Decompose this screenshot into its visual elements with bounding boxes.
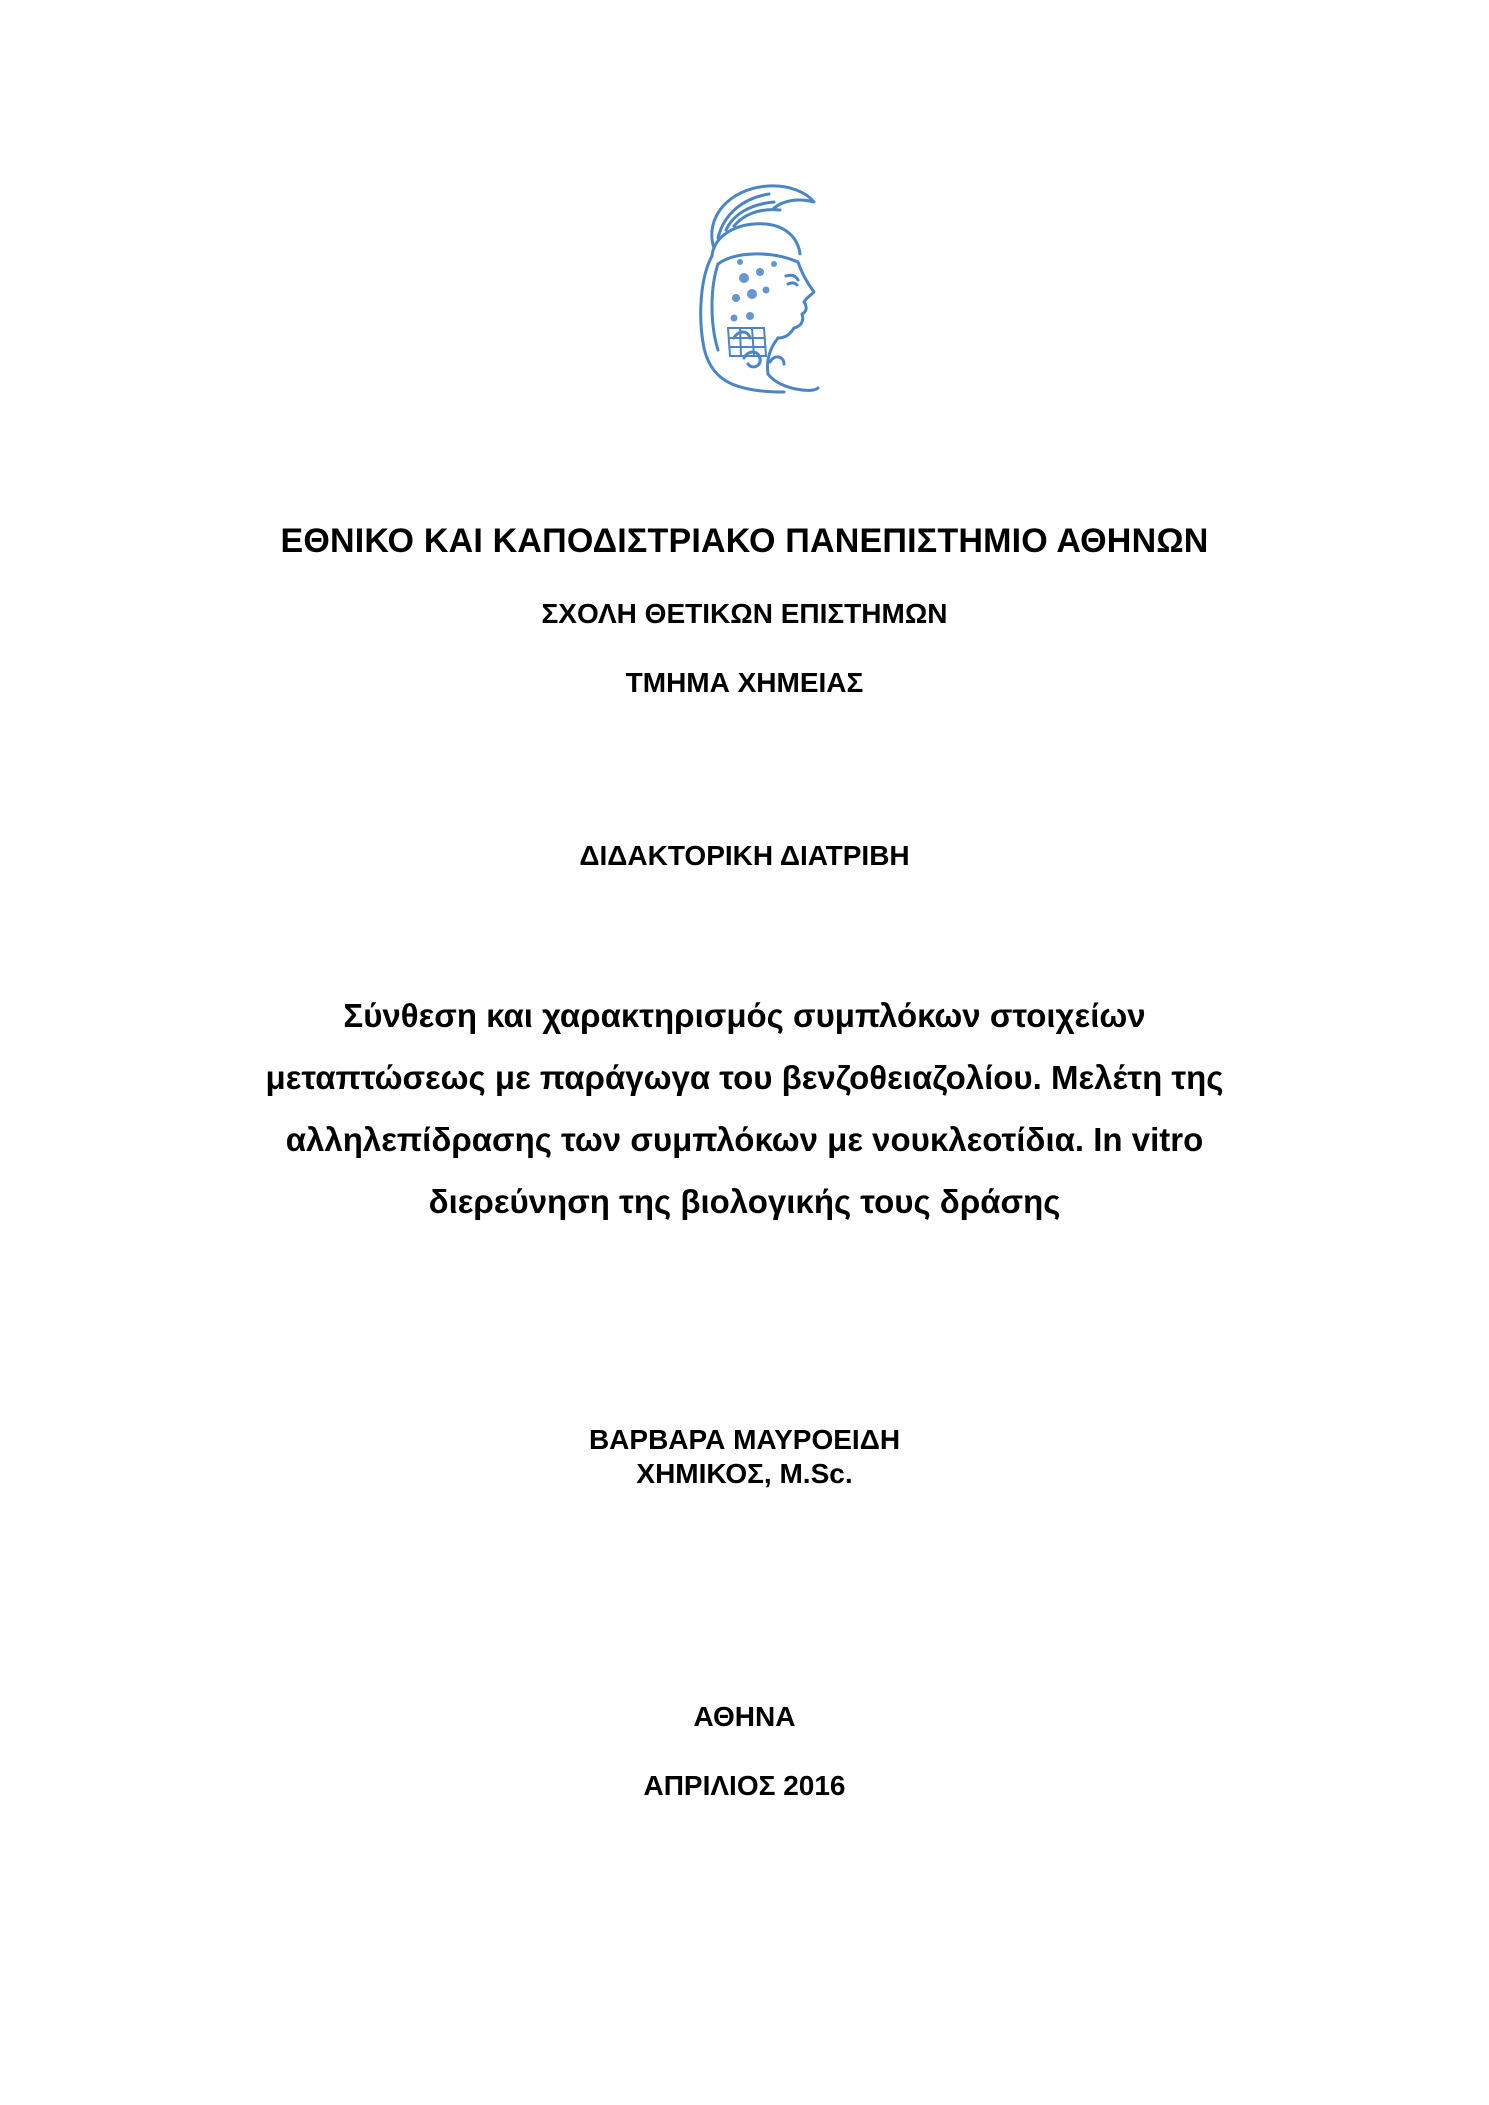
publication-date: ΑΠΡΙΛΙΟΣ 2016	[643, 1770, 846, 1801]
thesis-title-line: Σύνθεση και χαρακτηρισμός συμπλόκων στοιχείων	[343, 997, 1146, 1034]
school-name: ΣΧΟΛΗ ΘΕΤΙΚΩΝ ΕΠΙΣΤΗΜΩΝ	[541, 598, 948, 629]
department-name: ΤΜΗΜΑ ΧΗΜΕΙΑΣ	[625, 667, 864, 698]
author-name: ΒΑΡΒΑΡΑ ΜΑΥΡΟΕΙΔΗ	[588, 1424, 901, 1455]
thesis-title-line: αλληλεπίδρασης των συμπλόκων με νουκλεοτίδια. In vitro	[285, 1121, 1204, 1158]
university-name: ΕΘΝΙΚΟ ΚΑΙ ΚΑΠΟΔΙΣΤΡΙΑΚΟ ΠΑΝΕΠΙΣΤΗΜΙΟ ΑΘΗΝΩΝ	[280, 522, 1209, 560]
author-degree: ΧΗΜΙΚΟΣ, M.Sc.	[636, 1458, 853, 1489]
document-type: ΔΙΔΑΚΤΟΡΙΚΗ ΔΙΑΤΡΙΒΗ	[579, 840, 910, 871]
thesis-title-line: διερεύνηση της βιολογικής τους δράσης	[428, 1183, 1061, 1220]
thesis-title-line: μεταπτώσεως με παράγωγα του βενζοθειαζολίου. Μελέτη της	[265, 1059, 1224, 1096]
thesis-title	[0, 985, 1489, 1233]
athena-head-icon	[674, 178, 820, 396]
city: ΑΘΗΝΑ	[693, 1701, 796, 1732]
